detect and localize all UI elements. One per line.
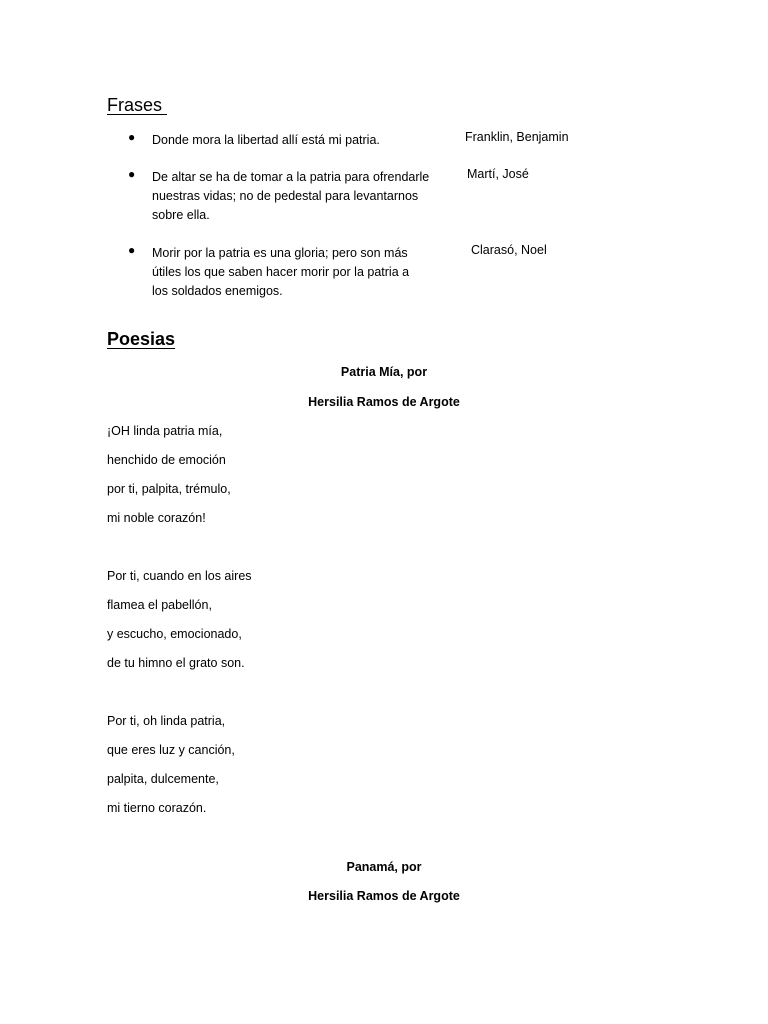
verse-line: y escucho, emocionado, xyxy=(107,627,242,641)
quote-line: los soldados enemigos. xyxy=(152,284,283,298)
frases-heading: Frases xyxy=(107,95,168,115)
verse-line: palpita, dulcemente, xyxy=(107,772,219,786)
verse-line: mi noble corazón! xyxy=(107,511,206,525)
poem-author: Hersilia Ramos de Argote xyxy=(308,889,460,903)
poem-author: Hersilia Ramos de Argote xyxy=(308,395,460,409)
verse-line: ¡OH linda patria mía, xyxy=(107,424,223,438)
bullet-icon: ● xyxy=(128,130,136,144)
verse-line: de tu himno el grato son. xyxy=(107,656,245,670)
bullet-icon: ● xyxy=(128,243,136,257)
quote-text xyxy=(152,168,452,225)
poem-title: Patria Mía, por xyxy=(340,365,428,379)
verse-line: que eres luz y canción, xyxy=(107,743,235,757)
poesias-heading: Poesias xyxy=(107,329,176,349)
verse-line: flamea el pabellón, xyxy=(107,598,212,612)
verse-line: Por ti, oh linda patria, xyxy=(107,714,226,728)
quote-line: nuestras vidas; no de pedestal para levantarnos xyxy=(152,189,419,203)
quote-line: Morir por la patria es una gloria; pero son más xyxy=(152,246,408,260)
poem-title: Panamá, por xyxy=(346,860,422,874)
verse-line: Por ti, cuando en los aires xyxy=(107,569,252,583)
quote-text xyxy=(152,131,452,150)
verse-line: mi tierno corazón. xyxy=(107,801,207,815)
quote-text xyxy=(152,244,452,301)
quote-line: De altar se ha de tomar a la patria para ofrendarle xyxy=(152,170,430,184)
bullet-icon: ● xyxy=(128,167,136,181)
quote-author: Franklin, Benjamin xyxy=(465,130,569,144)
quote-author: Martí, José xyxy=(467,167,529,181)
verse-line: por ti, palpita, trémulo, xyxy=(107,482,231,496)
quote-author: Clarasó, Noel xyxy=(471,243,547,257)
verse-line: henchido de emoción xyxy=(107,453,226,467)
quote-line: útiles los que saben hacer morir por la patria a xyxy=(152,265,410,279)
quote-line: Donde mora la libertad allí está mi patria. xyxy=(152,133,380,147)
quote-line: sobre ella. xyxy=(152,208,210,222)
